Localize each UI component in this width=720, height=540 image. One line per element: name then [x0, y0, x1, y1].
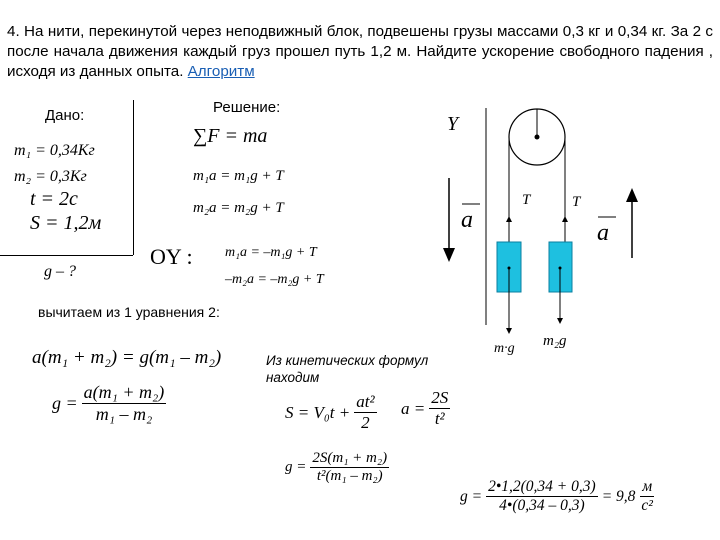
y-axis-label: Y — [447, 113, 459, 135]
final-result-denominator: 4•(0,34 – 0,3) — [499, 497, 585, 514]
weight-label-right: m₂g — [543, 333, 567, 349]
given-find: g – ? — [44, 263, 76, 280]
oy-axis-label: OY : — [150, 244, 193, 269]
kinematic-note-line-1: Из кинетических формул — [266, 353, 429, 368]
weight-label-left: m·g — [494, 341, 515, 356]
tension-arrow-left — [506, 216, 512, 222]
g-kinematic-formula-left: g = — [285, 459, 307, 475]
given-t: t = 2c — [30, 188, 78, 210]
given-title: Дано: — [45, 107, 85, 124]
combined-equation: a(m₁ + m₂) = g(m₁ – m₂) — [32, 347, 222, 368]
accel-arrow-left-head — [443, 248, 455, 262]
g-kinematic-formula-numerator: 2S(m₁ + m₂) — [312, 450, 388, 466]
accel-arrow-right-head — [626, 188, 638, 202]
g-formula-left: g = — [52, 393, 78, 413]
g-formula-denominator: m₁ – m₂ — [95, 404, 153, 424]
algorithm-link[interactable]: Алгоритм — [187, 63, 255, 80]
oy-equation-2: –m₂a = –m₂g + T — [225, 272, 324, 287]
subtract-note: вычитаем из 1 уравнения 2: — [38, 304, 220, 320]
final-result-value: = 9,8 — [601, 487, 636, 505]
solution-title: Решение: — [213, 99, 281, 116]
distance-formula-denominator: 2 — [361, 413, 370, 432]
g-formula-numerator: a(m₁ + m₂) — [83, 382, 165, 402]
tension-label-left: T — [522, 192, 531, 208]
accel-label-right: a — [597, 220, 609, 246]
weight-arrow-left-head — [506, 328, 512, 334]
accel-label-left: a — [461, 207, 473, 233]
g-kinematic-formula-denominator: t²(m₁ – m₂) — [316, 468, 383, 484]
acceleration-formula-numerator: 2S — [431, 388, 449, 407]
acceleration-formula-denominator: t² — [434, 409, 445, 428]
oy-equation-1: m₁a = –m₁g + T — [225, 245, 317, 260]
acceleration-formula-left: a = — [401, 398, 426, 418]
distance-formula-left: S = V₀t + — [285, 402, 351, 422]
kinematic-note-line-2: находим — [266, 370, 320, 385]
vector-equation-2: m₂a = m₂g + T — [193, 200, 284, 216]
given-m2: m₂ = 0,3Кг — [14, 168, 87, 185]
distance-formula-numerator: at² — [356, 392, 375, 411]
given-m1: m₁ = 0,34Кг — [14, 142, 95, 159]
final-result-numerator: 2•1,2(0,34 + 0,3) — [488, 478, 596, 495]
final-result-unit-numerator: м — [642, 478, 653, 495]
final-result-unit-denominator: с² — [641, 497, 653, 514]
tension-arrow-right — [562, 216, 568, 222]
vector-equation-1: m₁a = m₁g + T — [193, 168, 284, 184]
newton-second-law: ∑F = ma — [193, 125, 268, 147]
final-result-left: g = — [460, 487, 483, 505]
weight-arrow-right-head — [557, 318, 563, 324]
tension-label-right: T — [572, 194, 581, 210]
given-s: S = 1,2м — [30, 212, 102, 234]
problem-text: 4. На нити, перекинутой через неподвижный блок, подвешены грузы массами 0,3 кг и 0,34 кг. За 2 с после начала движения каждый груз прошел путь 1,2 м. Найдите ускорение свободного падения , исходя из данных опыта. — [7, 23, 713, 80]
